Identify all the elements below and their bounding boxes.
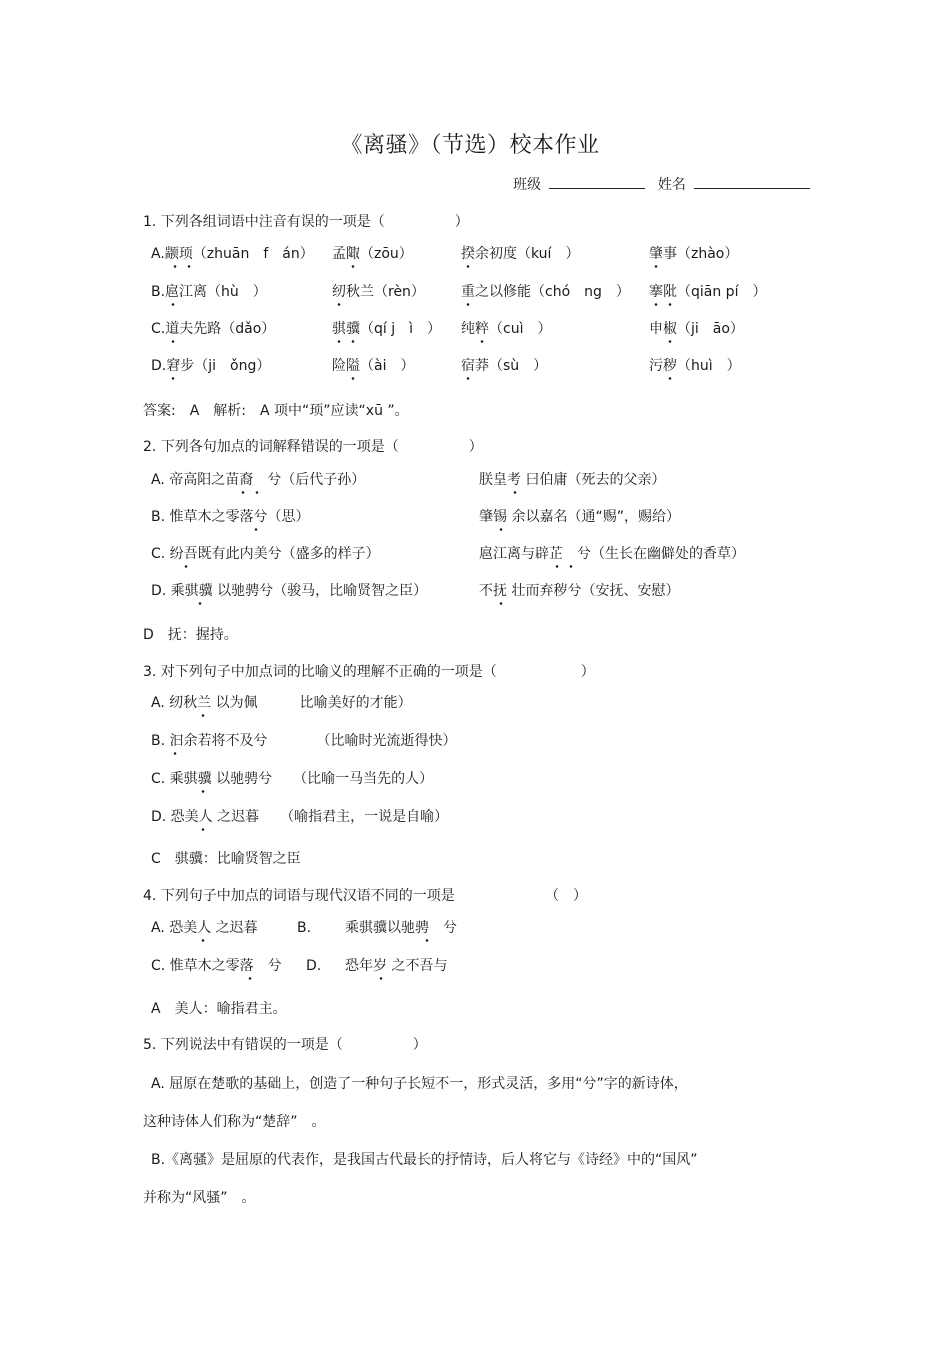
- q4-option-b-letter: B.: [297, 920, 312, 936]
- emphasis-dots: [420, 939, 434, 942]
- emphasis-dots: [193, 602, 207, 605]
- emphasis-dots: [461, 265, 475, 268]
- q5-option-a-line2: 这种诗体人们称为“楚辞” 。: [143, 1114, 326, 1130]
- q4-option-c: C. 惟草木之零落 兮: [151, 958, 282, 974]
- emphasis-dots: [166, 340, 180, 343]
- emphasis-dots: [346, 377, 360, 380]
- emphasis-dots: [461, 303, 475, 306]
- q2-option-c2: 扈江离与辟芷 兮（生长在幽僻处的香草）: [479, 546, 745, 562]
- q3-option-c: C. 乘骐骥 以驰骋兮 （比喻一马当先的人）: [151, 771, 434, 787]
- emphasis-dots: [249, 528, 263, 531]
- q1-answer: 答案: A 解析: A 项中“顼”应读“xū ”。: [143, 403, 409, 419]
- emphasis-dots: [236, 491, 264, 494]
- q1-option-d4: 污秽（huì ）: [649, 358, 741, 374]
- q1-option-d2: 险隘（ài ）: [332, 358, 415, 374]
- class-blank[interactable]: [549, 174, 645, 189]
- q4-option-d: 恐年岁 之不吾与: [345, 958, 448, 974]
- q2-option-d2: 不抚 壮而弃秽兮（安抚、安慰）: [479, 583, 680, 599]
- q4-answer-paren: （ ）: [545, 888, 587, 904]
- q1-option-a4: 肇事（zhào）: [649, 246, 739, 262]
- q2-option-b2: 肇锡 余以嘉名（通“赐”，赐给）: [479, 509, 680, 525]
- q1-option-d1: D.窘步（ji ǒng）: [151, 358, 271, 374]
- q5-option-b-line2: 并称为“风骚” 。: [143, 1190, 256, 1206]
- emphasis-dots: [332, 303, 346, 306]
- emphasis-dots: [196, 828, 210, 831]
- q1-option-b3: 重之以修能（chó ng ）: [461, 284, 630, 300]
- emphasis-dots: [374, 977, 388, 980]
- emphasis-dots: [494, 602, 508, 605]
- emphasis-dots: [196, 790, 210, 793]
- emphasis-dots: [179, 565, 193, 568]
- q2-option-d1: D. 乘骐骥 以驰骋兮（骏马，比喻贤智之臣）: [151, 583, 428, 599]
- emphasis-dots: [550, 565, 578, 568]
- emphasis-dots: [346, 265, 360, 268]
- q2-option-b1: B. 惟草木之零落兮（思）: [151, 509, 310, 525]
- q1-option-c3: 纯粹（cuì ）: [461, 321, 552, 337]
- emphasis-dots: [508, 491, 522, 494]
- emphasis-dots: [649, 265, 663, 268]
- q3-stem: 3. 对下列句子中加点词的比喻义的理解不正确的一项是（ ）: [143, 664, 595, 680]
- q1-option-c1: C.道夫先路（dǎo）: [151, 321, 276, 337]
- q2-stem: 2. 下列各句加点的词解释错误的一项是（ ）: [143, 439, 483, 455]
- q4-stem: 4. 下列句子中加点的词语与现代汉语不同的一项是: [143, 888, 455, 904]
- q1-option-b1: B.扈江离（hù ）: [151, 284, 267, 300]
- q5-stem: 5. 下列说法中有错误的一项是（ ）: [143, 1037, 427, 1053]
- emphasis-dots: [663, 377, 677, 380]
- q3-answer: C 骐骥：比喻贤智之臣: [151, 851, 301, 867]
- name-blank[interactable]: [694, 174, 810, 189]
- q4-option-a: A. 恐美人 之迟暮: [151, 920, 258, 936]
- emphasis-dots: [196, 939, 210, 942]
- q3-option-b: B. 汩余若将不及兮 （比喻时光流逝得快）: [151, 733, 457, 749]
- q5-option-a-line1: A. 屈原在楚歌的基础上，创造了一种句子长短不一，形式灵活，多用“兮”字的新诗体，: [151, 1076, 688, 1092]
- q1-option-c2: 骐骥（qí j ì ）: [332, 321, 442, 337]
- emphasis-dots: [168, 752, 182, 755]
- emphasis-dots: [166, 377, 180, 380]
- q1-option-d3: 宿莽（sù ）: [461, 358, 548, 374]
- q3-option-d: D. 恐美人 之迟暮 （喻指君主，一说是自喻）: [151, 809, 449, 825]
- q1-option-a3: 揆余初度（kuí ）: [461, 246, 580, 262]
- emphasis-dots: [196, 714, 210, 717]
- emphasis-dots: [168, 265, 196, 268]
- q4-answer: A 美人：喻指君主。: [151, 1001, 287, 1017]
- q2-option-a1: A. 帝高阳之苗裔 兮（后代子孙）: [151, 472, 366, 488]
- q2-option-c1: C. 纷吾既有此内美兮（盛多的样子）: [151, 546, 380, 562]
- class-name-line: [513, 174, 810, 194]
- emphasis-dots: [475, 340, 489, 343]
- emphasis-dots: [243, 977, 257, 980]
- q1-option-b2: 纫秋兰（rèn）: [332, 284, 425, 300]
- emphasis-dots: [166, 303, 180, 306]
- page-title: 《离骚》（节选）校本作业: [340, 133, 600, 158]
- q1-option-a2: 孟陬（zōu）: [332, 246, 413, 262]
- q1-option-b4: 搴阰（qiān pí ）: [649, 284, 767, 300]
- q5-option-b-line1: B.《离骚》是屈原的代表作，是我国古代最长的抒情诗，后人将它与《诗经》中的“国风”: [151, 1152, 698, 1168]
- q1-option-a1: A.颛顼（zhuān f án）: [151, 246, 314, 262]
- q3-option-a: A. 纫秋兰 以为佩 比喻美好的才能）: [151, 695, 412, 711]
- name-label: 姓名: [657, 177, 686, 193]
- q4-option-d-letter: D.: [306, 958, 322, 974]
- q4-option-b: 乘骐骥以驰骋 兮: [345, 920, 457, 936]
- q1-stem: 1. 下列各组词语中注音有误的一项是（ ）: [143, 214, 469, 230]
- q1-option-c4: 申椒（ji āo）: [649, 321, 744, 337]
- q2-option-a2: 朕皇考 曰伯庸（死去的父亲）: [479, 472, 666, 488]
- emphasis-dots: [649, 303, 677, 306]
- emphasis-dots: [332, 340, 360, 343]
- emphasis-dots: [663, 340, 677, 343]
- class-label: 班级: [513, 177, 541, 193]
- emphasis-dots: [494, 528, 508, 531]
- emphasis-dots: [461, 377, 475, 380]
- q2-answer: D 抚：握持。: [143, 627, 238, 643]
